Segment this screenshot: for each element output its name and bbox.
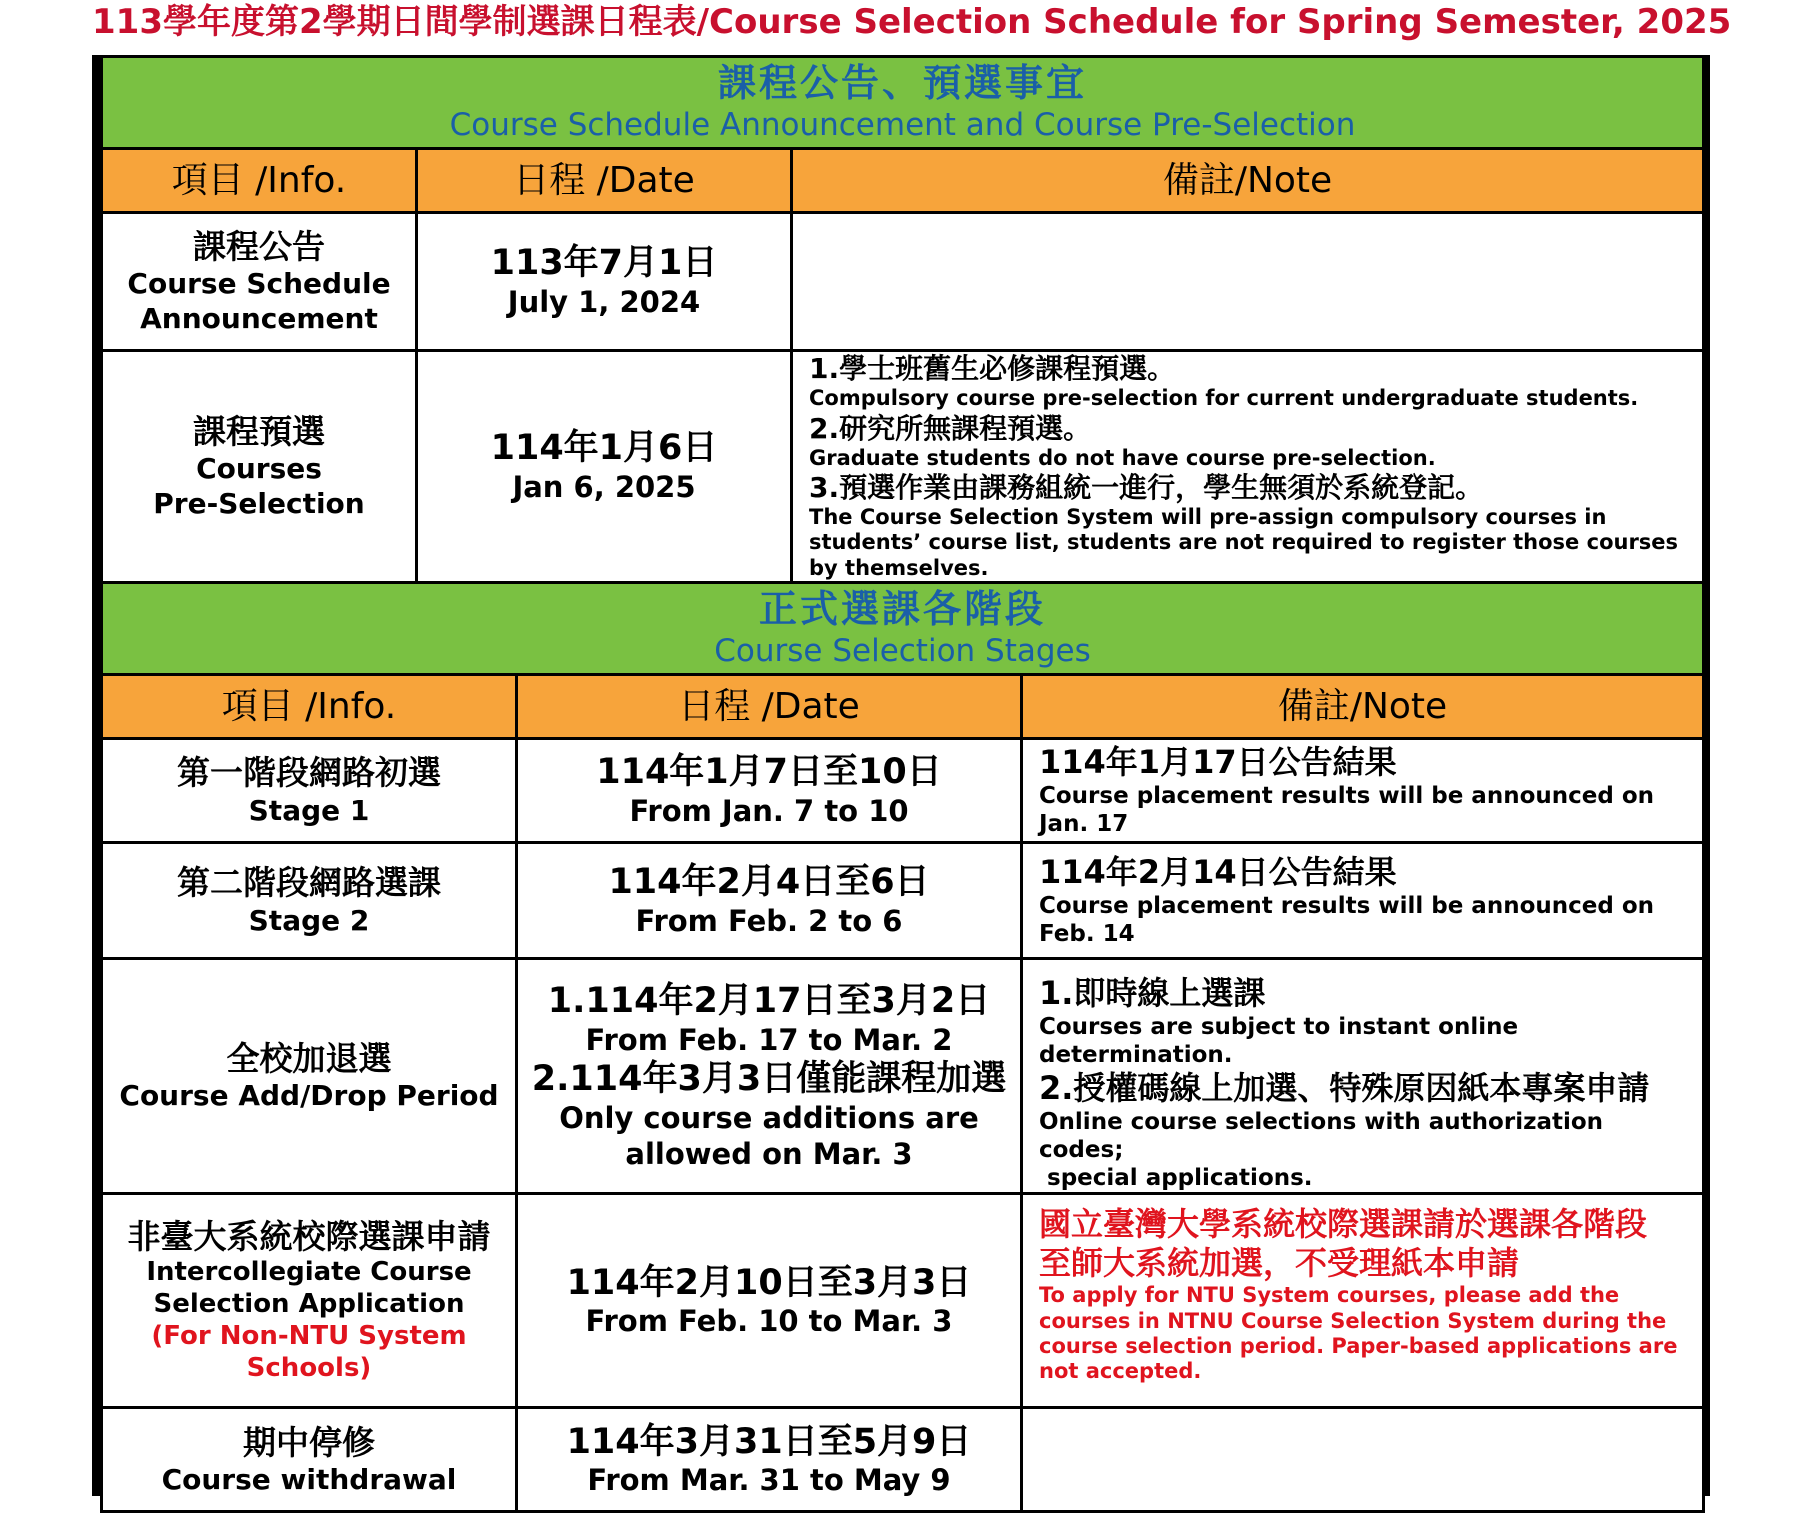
date-zh: 114年2月4日至6日 bbox=[608, 862, 930, 903]
note-zh: 2.研究所無課程預選。 bbox=[809, 411, 1092, 445]
info-en: Course withdrawal bbox=[161, 1462, 457, 1496]
note-en: Courses are subject to instant online determination. bbox=[1039, 1014, 1519, 1069]
date-zh: 113年7月1日 bbox=[490, 243, 718, 284]
column-header-info: 項目 /Info. bbox=[102, 149, 417, 213]
section1-title-en: Course Schedule Announcement and Course Pre-Selection bbox=[449, 106, 1356, 143]
note-zh: 3.預選作業由課務組統一進行，學生無須於系統登記。 bbox=[809, 470, 1484, 504]
pre-selection-notes bbox=[792, 351, 1704, 583]
note-empty bbox=[792, 213, 1704, 351]
table-row bbox=[102, 1408, 1704, 1512]
note-en-warning: To apply for NTU System courses, please add the courses in NTNU Course Selection System during the course selection period. Paper-based applications are not accepted. bbox=[1039, 1283, 1678, 1383]
info-en: Stage 2 bbox=[248, 903, 370, 937]
note-en: The Course Selection System will pre-assign compulsory courses in students’ course list, students are not required to register those courses by themselves. bbox=[809, 505, 1679, 580]
date-en: Jan 6, 2025 bbox=[512, 470, 696, 505]
date-en: From Feb. 10 to Mar. 3 bbox=[585, 1304, 953, 1339]
date-zh: 114年1月6日 bbox=[490, 428, 718, 469]
table-row bbox=[102, 351, 1704, 583]
note-en: Compulsory course pre-selection for current undergraduate students. bbox=[809, 386, 1639, 411]
note-zh: 2.授權碼線上加選、特殊原因紙本專案申請 bbox=[1039, 1069, 1650, 1108]
info-zh: 課程公告 bbox=[193, 227, 325, 267]
info-en: Course Schedule bbox=[127, 267, 391, 301]
info-zh: 第二階段網路選課 bbox=[177, 863, 441, 903]
note-zh: 1.學士班舊生必修課程預選。 bbox=[809, 352, 1176, 386]
note-zh-warning: 至師大系統加選，不受理紙本申請 bbox=[1039, 1244, 1520, 1283]
pre-selection-table bbox=[100, 55, 1705, 584]
note-empty bbox=[1022, 1408, 1704, 1512]
note-en: special applications. bbox=[1039, 1165, 1313, 1192]
table-row bbox=[102, 843, 1704, 959]
column-header-note: 備註/Note bbox=[792, 149, 1704, 213]
column-header-date: 日程 /Date bbox=[517, 675, 1022, 739]
date-en: July 1, 2024 bbox=[507, 285, 701, 320]
date-en: allowed on Mar. 3 bbox=[625, 1136, 913, 1171]
note-zh: 114年2月14日公告結果 bbox=[1039, 852, 1397, 891]
info-en: Pre-Selection bbox=[153, 486, 365, 520]
date-en: From Mar. 31 to May 9 bbox=[587, 1463, 951, 1498]
info-en: Selection Application bbox=[153, 1289, 465, 1320]
date-en: From Jan. 7 to 10 bbox=[629, 794, 909, 829]
date-en: From Feb. 17 to Mar. 2 bbox=[585, 1023, 953, 1058]
date-zh: 114年3月31日至5月9日 bbox=[566, 1421, 972, 1462]
column-header-info: 項目 /Info. bbox=[102, 675, 517, 739]
note-zh-warning: 國立臺灣大學系統校際選課請於選課各階段 bbox=[1039, 1205, 1648, 1244]
schedule-frame bbox=[92, 55, 1710, 1496]
info-en: Courses bbox=[196, 452, 322, 486]
section2-title-en: Course Selection Stages bbox=[714, 632, 1091, 669]
date-zh: 114年1月7日至10日 bbox=[596, 752, 942, 793]
info-zh: 第一階段網路初選 bbox=[177, 753, 441, 793]
table-row bbox=[102, 1194, 1704, 1408]
info-en: Announcement bbox=[140, 301, 378, 335]
column-header-date: 日程 /Date bbox=[417, 149, 792, 213]
section1-header bbox=[102, 57, 1704, 149]
note-zh: 1.即時線上選課 bbox=[1039, 974, 1266, 1012]
info-en: Course Add/Drop Period bbox=[119, 1079, 499, 1113]
section1-column-headers bbox=[102, 149, 1704, 213]
section2-header bbox=[102, 583, 1704, 675]
note-en: Course placement results will be announced on Feb. 14 bbox=[1039, 892, 1654, 948]
date-zh: 114年2月10日至3月3日 bbox=[566, 1262, 972, 1303]
note-en: Graduate students do not have course pre-selection. bbox=[809, 445, 1436, 470]
section1-title-zh: 課程公告、預選事宜 bbox=[718, 61, 1088, 106]
section2-column-headers bbox=[102, 675, 1704, 739]
info-en: Intercollegiate Course bbox=[146, 1257, 472, 1288]
info-en-highlight: (For Non-NTU System Schools) bbox=[151, 1320, 467, 1383]
date-zh: 1.114年2月17日至3月2日 bbox=[547, 981, 991, 1022]
column-header-note: 備註/Note bbox=[1022, 675, 1704, 739]
info-en: Stage 1 bbox=[248, 793, 370, 827]
info-zh: 期中停修 bbox=[243, 1422, 375, 1462]
date-zh: 2.114年3月3日僅能課程加選 bbox=[531, 1059, 1007, 1100]
table-row bbox=[102, 739, 1704, 843]
table-row bbox=[102, 959, 1704, 1194]
table-row bbox=[102, 213, 1704, 351]
info-zh: 全校加退選 bbox=[226, 1038, 392, 1078]
date-en: Only course additions are bbox=[559, 1101, 979, 1136]
selection-stages-table bbox=[100, 581, 1705, 1513]
date-en: From Feb. 2 to 6 bbox=[635, 904, 903, 939]
note-en: Course placement results will be announced on Jan. 17 bbox=[1039, 782, 1654, 838]
note-zh: 114年1月17日公告結果 bbox=[1039, 742, 1397, 781]
page-title: 113學年度第2學期日間學制選課日程表/Course Selection Schedule for Spring Semester, 2025 bbox=[92, 2, 1732, 42]
info-zh: 課程預選 bbox=[193, 412, 325, 452]
info-zh: 非臺大系統校際選課申請 bbox=[127, 1217, 491, 1257]
section2-title-zh: 正式選課各階段 bbox=[759, 587, 1047, 632]
note-en: Online course selections with authorization codes; bbox=[1039, 1109, 1604, 1164]
